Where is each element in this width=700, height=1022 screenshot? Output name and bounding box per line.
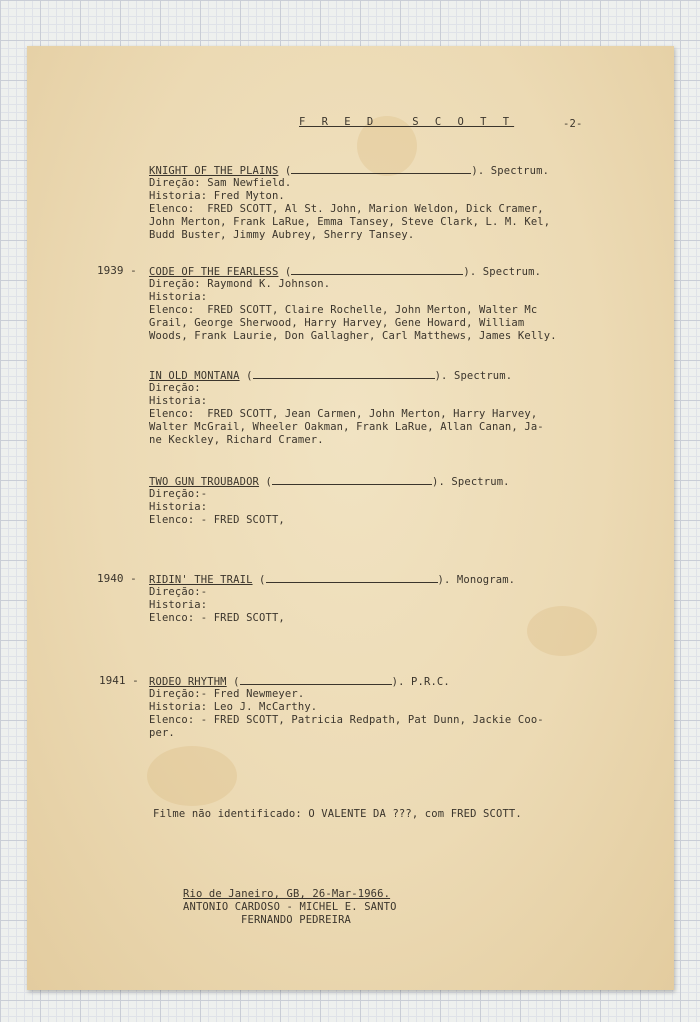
film-cast: Elenco: FRED SCOTT, Al St. John, Marion Weldon, Dick Cramer, <box>149 203 544 215</box>
page-number: -2- <box>563 118 583 130</box>
film-studio: ). Spectrum. <box>463 266 542 278</box>
blank-line <box>240 675 392 685</box>
film-story: Historia: Fred Myton. <box>149 190 285 202</box>
unidentified-film-note: Filme não identificado: O VALENTE DA ???, com FRED SCOTT. <box>153 808 522 820</box>
film-direction: Direção: Raymond K. Johnson. <box>149 278 331 290</box>
film-cast: Elenco: - FRED SCOTT, Patricia Redpath, Pat Dunn, Jackie Coo- <box>149 714 544 726</box>
blank-line <box>253 369 435 379</box>
film-story: Historia: <box>149 501 208 513</box>
film-studio: ). P.R.C. <box>391 676 450 688</box>
film-title: KNIGHT OF THE PLAINS <box>149 165 279 177</box>
film-year: 1941 - <box>99 674 139 687</box>
film-title: RIDIN' THE TRAIL <box>149 574 253 586</box>
blank-line <box>291 265 463 275</box>
film-studio: ). Spectrum. <box>434 370 513 382</box>
paper-stain <box>527 606 597 656</box>
author: FERNANDO PEDREIRA <box>241 914 352 926</box>
document-page <box>27 46 674 990</box>
film-direction: Direção:- <box>149 488 208 500</box>
paper-stain <box>147 746 237 806</box>
film-cast: Elenco: FRED SCOTT, Claire Rochelle, John Merton, Walter Mc <box>149 304 538 316</box>
film-direction: Direção:- <box>149 586 208 598</box>
film-year: 1940 - <box>97 572 137 585</box>
blank-line <box>291 164 471 174</box>
blank-line <box>266 573 438 583</box>
film-direction: Direção:- Fred Newmeyer. <box>149 688 305 700</box>
film-story: Historia: <box>149 599 208 611</box>
film-cast: Walter McGrail, Wheeler Oakman, Frank LaRue, Allan Canan, Ja- <box>149 421 544 433</box>
film-cast: Elenco: - FRED SCOTT, <box>149 514 285 526</box>
film-direction: Direção: <box>149 382 201 394</box>
film-heading: KNIGHT OF THE PLAINS ( ). Spectrum. <box>149 165 550 177</box>
film-cast: John Merton, Frank LaRue, Emma Tansey, Steve Clark, L. M. Kel, <box>149 216 551 228</box>
blank-line <box>272 475 432 485</box>
film-year: 1939 - <box>97 264 137 277</box>
film-title: RODEO RHYTHM <box>149 676 227 688</box>
film-cast: Woods, Frank Laurie, Don Gallagher, Carl Matthews, James Kelly. <box>149 330 557 342</box>
film-studio: ). Spectrum. <box>471 165 550 177</box>
film-cast: Elenco: FRED SCOTT, Jean Carmen, John Merton, Harry Harvey, <box>149 408 538 420</box>
film-cast: ne Keckley, Richard Cramer. <box>149 434 324 446</box>
film-title: TWO GUN TROUBADOR <box>149 476 260 488</box>
film-title: IN OLD MONTANA <box>149 370 240 382</box>
authors: ANTONIO CARDOSO - MICHEL E. SANTO <box>183 901 397 913</box>
film-studio: ). Spectrum. <box>431 476 510 488</box>
film-heading: CODE OF THE FEARLESS ( ). Spectrum. <box>149 266 542 278</box>
film-heading: TWO GUN TROUBADOR ( ). Spectrum. <box>149 476 510 488</box>
page-title: F R E D S C O T T <box>299 116 515 128</box>
film-heading: RIDIN' THE TRAIL ( ). Monogram. <box>149 574 516 586</box>
film-studio: ). Monogram. <box>437 574 516 586</box>
place-date: Rio de Janeiro, GB, 26-Mar-1966. <box>183 888 391 900</box>
film-cast: Budd Buster, Jimmy Aubrey, Sherry Tansey. <box>149 229 415 241</box>
film-direction: Direção: Sam Newfield. <box>149 177 292 189</box>
film-heading: RODEO RHYTHM ( ). P.R.C. <box>149 676 450 688</box>
film-cast: Elenco: - FRED SCOTT, <box>149 612 285 624</box>
film-cast: per. <box>149 727 175 739</box>
film-story: Historia: Leo J. McCarthy. <box>149 701 318 713</box>
film-cast: Grail, George Sherwood, Harry Harvey, Gene Howard, William <box>149 317 525 329</box>
film-story: Historia: <box>149 291 208 303</box>
film-heading: IN OLD MONTANA ( ). Spectrum. <box>149 370 513 382</box>
film-story: Historia: <box>149 395 208 407</box>
film-title: CODE OF THE FEARLESS <box>149 266 279 278</box>
